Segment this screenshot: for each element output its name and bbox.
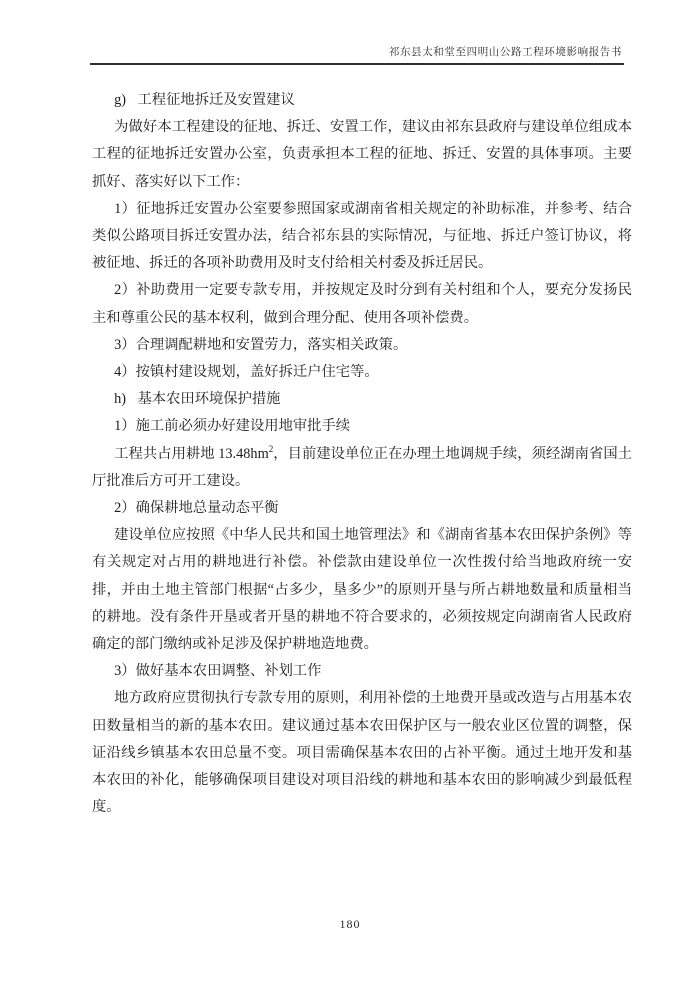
header-rule <box>90 63 624 65</box>
section-g-label: g) <box>114 92 127 108</box>
list-item-g3: 3）合理调配耕地和安置劳力，落实相关政策。 <box>114 336 408 353</box>
section-h-title: 基本农田环境保护措施 <box>137 391 281 408</box>
list-item-g2: 2）补助费用一定要专款专用，并按规定及时分到有关村组和个人，要充分发扬民主和尊重公民的基本权利，做到合理分配、使用各项补偿费。 <box>92 282 632 326</box>
page-number: 180 <box>339 917 361 931</box>
land-occupation-superscript: 2 <box>268 443 274 454</box>
paragraph-farmland: 地方政府应贯彻执行专款专用的原则，利用补偿的土地费开垦或改造与占用基本农田数量相当的新的基本农田。建议通过基本农田保护区与一般农业区位置的调整，保证沿线乡镇基本农田总量不变。项目需确保基本农田的占补平衡。通过土地开发和基本农田的补化，能够确保项目建设对项目沿线的耕地和基本农田的影响减少到最低程度。 <box>92 690 632 816</box>
paragraph-compensation: 建设单位应按照《中华人民共和国土地管理法》和《湖南省基本农田保护条例》等有关规定对占用的耕地进行补偿。补偿款由建设单位一次性拨付给当地政府统一安排，并由土地主管部门根据“占多少，垦多少”的原则开垦与所占耕地数量和质量相当的耕地。没有条件开垦或者开垦的耕地不符合要求的，必须按规定向湖南省人民政府确定的部门缴纳或补足涉及保护耕地造地费。 <box>92 527 632 653</box>
paragraph-intro: 为做好本工程建设的征地、拆迁、安置工作，建议由祁东县政府与建设单位组成本工程的征地拆迁安置办公室，负责承担本工程的征地、拆迁、安置的具体事项。主要抓好、落实好以下工作： <box>92 119 632 190</box>
document-body <box>92 87 632 821</box>
list-item-h2: 2）确保耕地总量动态平衡 <box>114 500 279 517</box>
section-heading-h <box>92 386 632 413</box>
page-header-title: 祁东县太和堂至四明山公路工程环境影响报告书 <box>388 47 622 58</box>
section-g-title: 工程征地拆迁及安置建议 <box>137 92 295 108</box>
list-item-g1: 1）征地拆迁安置办公室要参照国家或湖南省相关规定的补助标准，并参考、结合类似公路项目拆迁安置办法，结合祁东县的实际情况，与征地、拆迁户签订协议，将被征地、拆迁的各项补助费用及时支付给相关村委及拆迁居民。 <box>92 200 632 272</box>
section-h-label: h) <box>114 391 127 408</box>
section-heading-g <box>92 87 632 114</box>
land-occupation-text-before: 工程共占用耕地 13.48hm <box>114 445 269 462</box>
paragraph-land-occupation <box>92 441 632 495</box>
list-item-h3: 3）做好基本农田调整、补划工作 <box>114 663 322 680</box>
list-item-g4: 4）按镇村建设规划，盖好拆迁户住宅等。 <box>114 364 379 381</box>
land-occupation-text-after: ，目前建设单位正在办理土地调规手续，须经湖南省国土厅批准后方可开工建设。 <box>92 445 633 489</box>
list-item-h1: 1）施工前必须办好建设用地审批手续 <box>114 418 351 435</box>
